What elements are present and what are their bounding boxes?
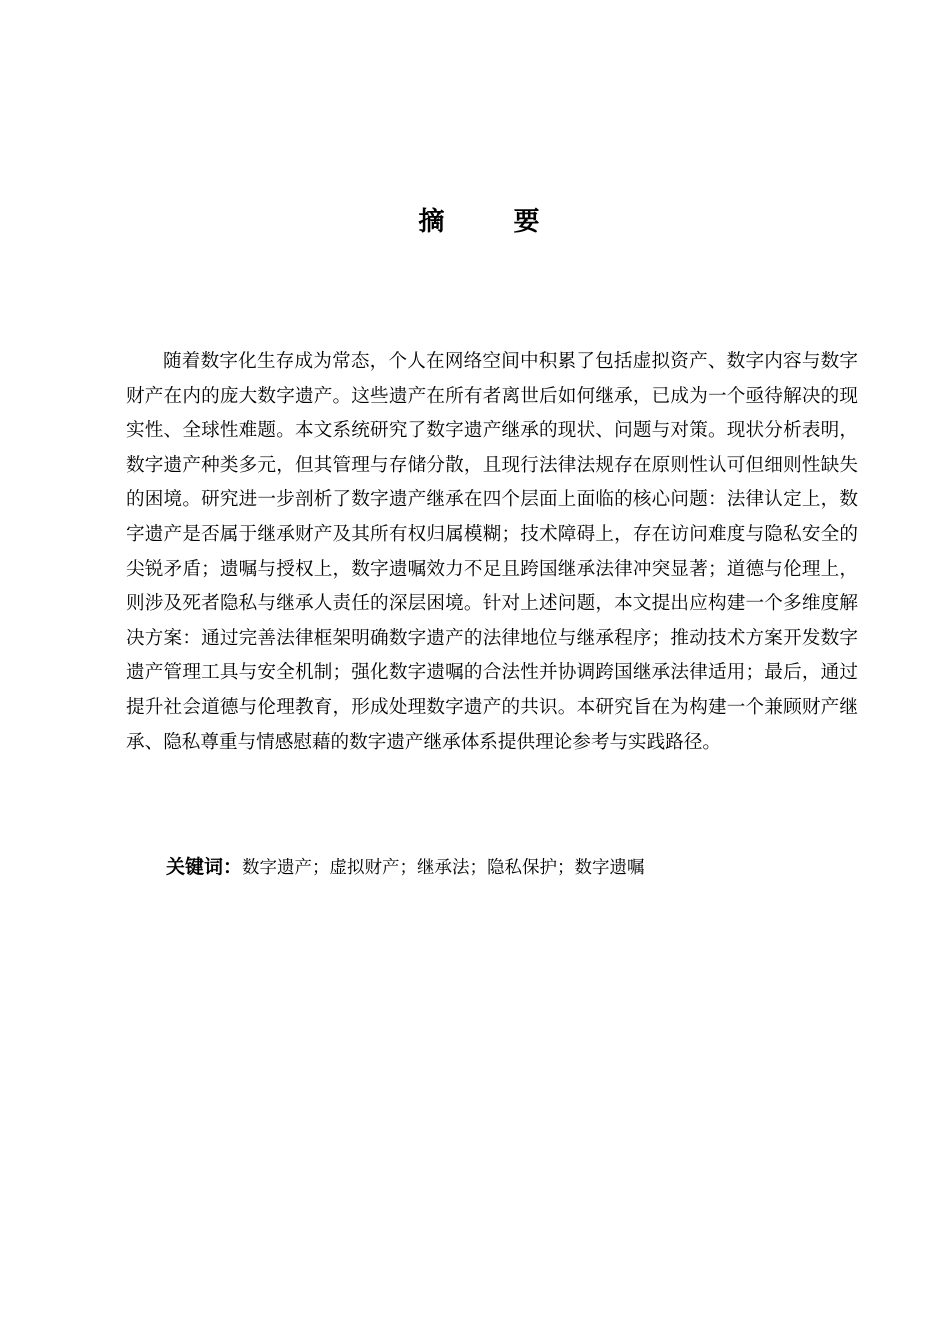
keywords-list: 数字遗产；虚拟财产；继承法；隐私保护；数字遗嘱 <box>242 858 645 878</box>
keywords-line <box>166 852 856 883</box>
keywords-label: 关键词： <box>166 856 243 878</box>
abstract-body: 随着数字化生存成为常态，个人在网络空间中积累了包括虚拟资产、数字内容与数字财产在内的庞大数字遗产。这些遗产在所有者离世后如何继承，已成为一个亟待解决的现实性、全球性难题。本文系统研究了数字遗产继承的现状、问题与对策。现状分析表明，数字遗产种类多元，但其管理与存储分散，且现行法律法规存在原则性认可但细则性缺失的困境。研究进一步剖析了数字遗产继承在四个层面上面临的核心问题：法律认定上，数字遗产是否属于继承财产及其所有权归属模糊；技术障碍上，存在访问难度与隐私安全的尖锐矛盾；遗嘱与授权上，数字遗嘱效力不足且跨国继承法律冲突显著；道德与伦理上，则涉及死者隐私与继承人责任的深层困境。针对上述问题，本文提出应构建一个多维度解决方案：通过完善法律框架明确数字遗产的法律地位与继承程序；推动技术方案开发数字遗产管理工具与安全机制；强化数字遗嘱的合法性并协调跨国继承法律适用；最后，通过提升社会道德与伦理教育，形成处理数字遗产的共识。本研究旨在为构建一个兼顾财产继承、隐私尊重与情感慰藉的数字遗产继承体系提供理论参考与实践路径。 <box>126 351 858 753</box>
abstract-title: 摘 要 <box>418 207 570 237</box>
